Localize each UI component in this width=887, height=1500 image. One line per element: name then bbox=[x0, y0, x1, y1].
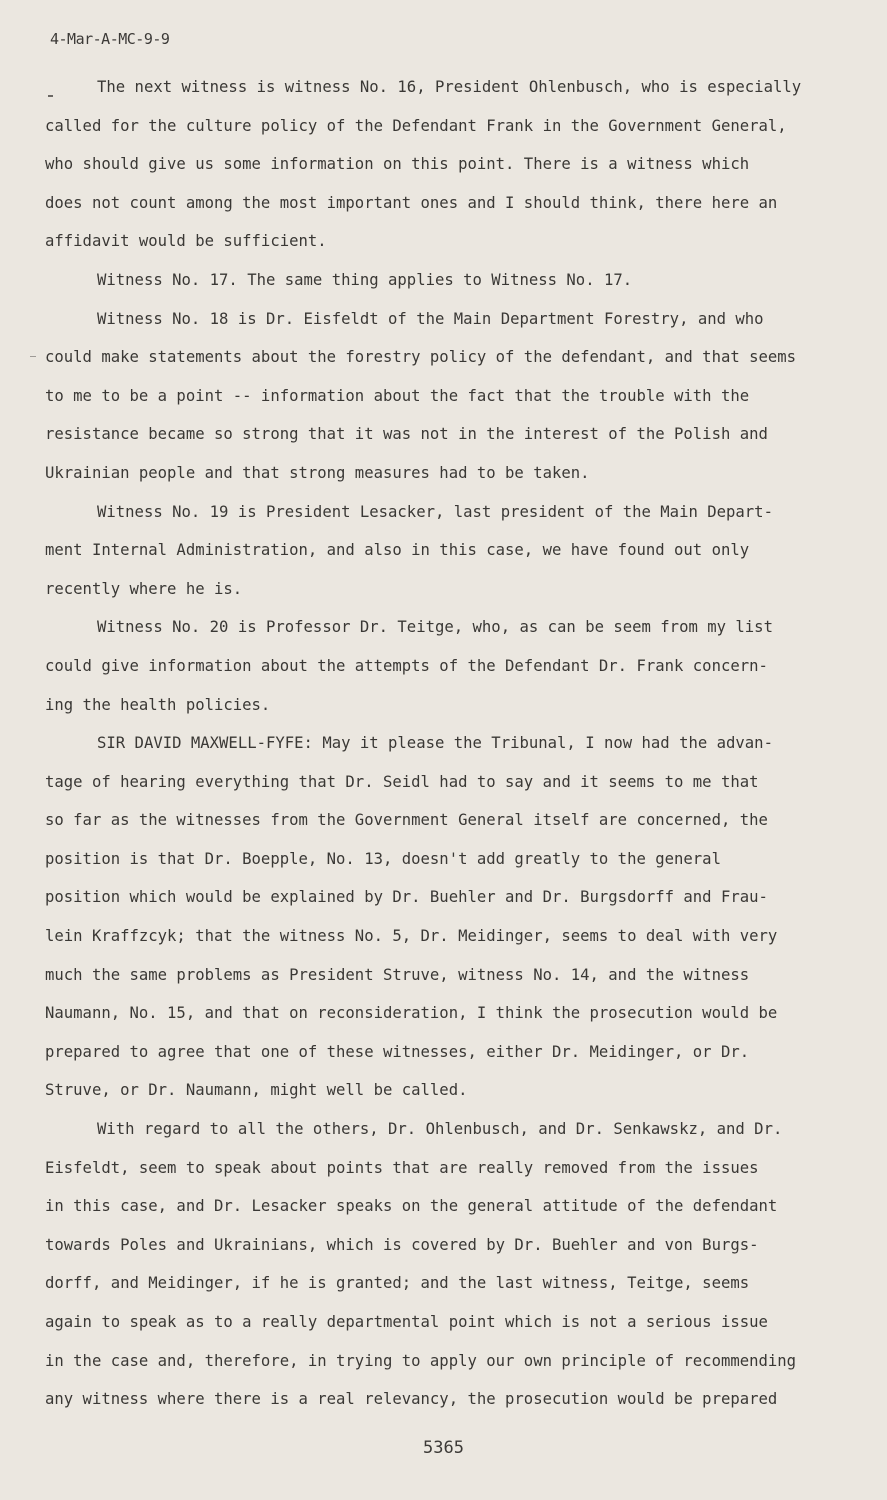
text-line: towards Poles and Ukrainians, which is covered by Dr. Buehler and von Burgs- bbox=[45, 1235, 759, 1254]
text-line: much the same problems as President Struve, witness No. 14, and the witness bbox=[45, 965, 750, 984]
text-line: could give information about the attempts of the Defendant Dr. Frank concern- bbox=[45, 656, 768, 675]
text-line: Struve, or Dr. Naumann, might well be called. bbox=[45, 1081, 468, 1100]
text-line: in this case, and Dr. Lesacker speaks on the general attitude of the defendant bbox=[45, 1197, 778, 1216]
text-line: who should give us some information on this point. There is a witness which bbox=[45, 155, 750, 174]
text-line: Witness No. 19 is President Lesacker, last president of the Main Depart- bbox=[97, 502, 773, 521]
text-line: With regard to all the others, Dr. Ohlenbusch, and Dr. Senkawskz, and Dr. bbox=[97, 1120, 783, 1139]
text-line: Naumann, No. 15, and that on reconsideration, I think the prosecution would be bbox=[45, 1004, 778, 1023]
text-line: called for the culture policy of the Defendant Frank in the Government General, bbox=[45, 116, 787, 135]
text-line: Witness No. 20 is Professor Dr. Teitge, who, as can be seem from my list bbox=[97, 618, 773, 637]
text-line: again to speak as to a really departmental point which is not a serious issue bbox=[45, 1313, 768, 1331]
text-line: tage of hearing everything that Dr. Seidl had to say and it seems to me that bbox=[45, 772, 759, 791]
text-line: Ukrainian people and that strong measures had to be taken. bbox=[45, 463, 590, 482]
text-line: Witness No. 17. The same thing applies to Witness No. 17. bbox=[97, 270, 633, 289]
text-line: Witness No. 18 is Dr. Eisfeldt of the Main Department Forestry, and who bbox=[97, 309, 764, 328]
text-line: to me to be a point -- information about the fact that the trouble with the bbox=[45, 386, 750, 405]
text-line: could make statements about the forestry policy of the defendant, and that seems bbox=[45, 348, 797, 367]
text-line: resistance became so strong that it was not in the interest of the Polish and bbox=[45, 425, 768, 444]
text-line: prepared to agree that one of these witnesses, either Dr. Meidinger, or Dr. bbox=[45, 1042, 750, 1061]
document-reference: 4-Mar-A-MC-9-9 bbox=[50, 30, 170, 48]
text-line: any witness where there is a real relevancy, the prosecution would be prepared bbox=[45, 1390, 778, 1409]
text-line: in the case and, therefore, in trying to apply our own principle of recommending bbox=[45, 1351, 797, 1370]
text-line: position which would be explained by Dr. Buehler and Dr. Burgsdorff and Frau- bbox=[45, 888, 768, 907]
text-line: ing the health policies. bbox=[45, 695, 271, 714]
margin-mark bbox=[30, 356, 36, 357]
text-line: position is that Dr. Boepple, No. 13, doesn't add greatly to the general bbox=[45, 849, 721, 868]
text-line: recently where he is. bbox=[45, 579, 243, 598]
text-line: dorff, and Meidinger, if he is granted; and the last witness, Teitge, seems bbox=[45, 1274, 750, 1293]
text-line: does not count among the most important ones and I should think, there here an bbox=[45, 193, 778, 212]
text-line: affidavit would be sufficient. bbox=[45, 232, 327, 251]
text-line: ment Internal Administration, and also in this case, we have found out only bbox=[45, 541, 750, 560]
transcript-body bbox=[45, 68, 830, 1419]
text-line: The next witness is witness No. 16, President Ohlenbusch, who is especially bbox=[97, 78, 802, 96]
text-line: lein Kraffzcyk; that the witness No. 5, Dr. Meidinger, seems to deal with very bbox=[45, 927, 778, 946]
text-line: so far as the witnesses from the Government General itself are concerned, the bbox=[45, 811, 768, 830]
page-number: 5365 bbox=[423, 1438, 464, 1458]
text-line: SIR DAVID MAXWELL-FYFE: May it please the Tribunal, I now had the advan- bbox=[97, 734, 773, 753]
text-line: Eisfeldt, seem to speak about points that are really removed from the issues bbox=[45, 1158, 759, 1177]
